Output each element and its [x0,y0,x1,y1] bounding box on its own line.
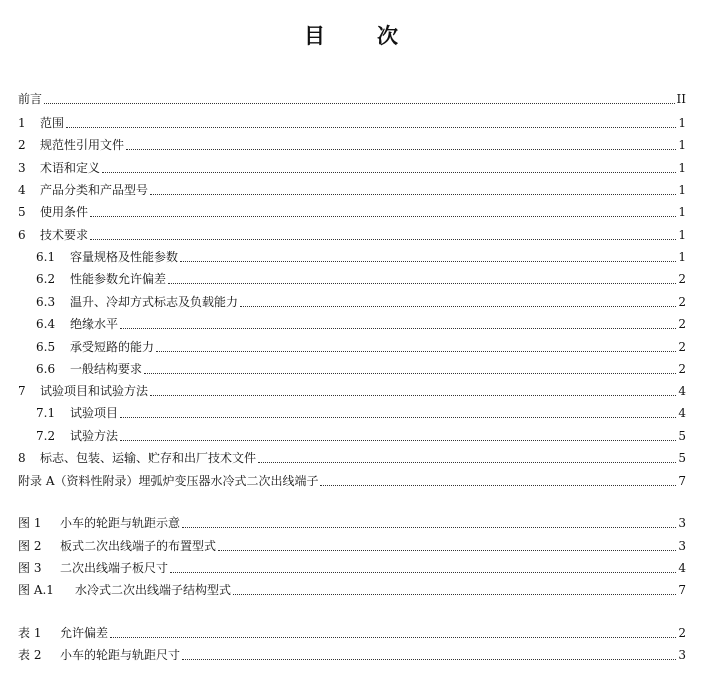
leader-dots [44,102,675,104]
toc-page: 5 [678,451,686,465]
toc-page: 1 [678,116,686,130]
toc-num: 6.1 [36,250,56,264]
toc-entry-2[interactable] [18,137,686,154]
toc-label: 规范性引用文件 [40,138,125,152]
leader-dots [218,549,676,551]
toc-label: 一般结构要求 [70,362,143,376]
figure-page: 7 [678,583,686,597]
toc-entry-6-4[interactable] [36,316,686,333]
figure-num: 图 A.1 [18,583,54,597]
leader-dots [90,215,676,217]
toc-page: 2 [678,295,686,309]
leader-dots [320,484,676,486]
toc-entry-8[interactable] [18,450,686,467]
leader-dots [182,526,676,528]
toc-num: 6.4 [36,317,56,331]
toc-num: 6.2 [36,272,56,286]
figure-label: 小车的轮距与轨距示意 [60,516,181,530]
toc-label: 绝缘水平 [70,317,119,331]
figure-entry-3[interactable] [18,560,686,577]
toc-label: 技术要求 [40,228,89,242]
toc-entry-1[interactable] [18,115,686,132]
leader-dots [144,372,676,374]
table-label: 允许偏差 [60,626,109,640]
toc-entry-7-2[interactable] [36,428,686,445]
toc-num: 3 [18,161,26,175]
figure-num: 图 1 [18,516,42,530]
toc-label: 承受短路的能力 [70,340,155,354]
leader-dots [180,260,676,262]
toc-label: 产品分类和产品型号 [40,183,149,197]
toc-num: 6.3 [36,295,56,309]
toc-label: 性能参数允许偏差 [70,272,167,286]
leader-dots [182,658,676,660]
table-num: 表 2 [18,648,42,662]
toc-num: 6.5 [36,340,56,354]
toc-page: 1 [678,138,686,152]
toc-page: 4 [678,406,686,420]
toc-page: 4 [678,384,686,398]
figure-label: 二次出线端子板尺寸 [60,561,169,575]
toc-label: 附录 A（资料性附录）埋弧炉变压器水冷式二次出线端子 [18,474,319,488]
toc-page: 2 [678,317,686,331]
table-num: 表 1 [18,626,42,640]
toc-num: 2 [18,138,26,152]
toc-page: 2 [678,272,686,286]
figure-page: 3 [678,539,686,553]
toc-label: 前言 [18,92,43,106]
toc-label: 温升、冷却方式标志及负载能力 [70,295,239,309]
toc-label: 试验项目和试验方法 [40,384,149,398]
toc-entry-appendix-a[interactable] [18,473,686,490]
leader-dots [240,305,676,307]
toc-entry-6-6[interactable] [36,361,686,378]
leader-dots [233,593,676,595]
leader-dots [170,571,676,573]
toc-label: 术语和定义 [40,161,101,175]
toc-num: 6 [18,228,26,242]
leader-dots [102,171,676,173]
leader-dots [110,636,676,638]
toc-page: 2 [678,362,686,376]
toc-num: 7.2 [36,429,56,443]
toc-entry-6-5[interactable] [36,339,686,356]
figure-entry-a1[interactable] [18,582,686,599]
toc-label: 试验项目 [70,406,119,420]
table-page: 3 [678,648,686,662]
title-char-2: 次 [377,23,398,48]
toc-num: 7.1 [36,406,56,420]
toc-entry-6-3[interactable] [36,294,686,311]
table-entry-2[interactable] [18,647,686,664]
toc-num: 7 [18,384,26,398]
leader-dots [90,238,676,240]
toc-label: 范围 [40,116,65,130]
table-entry-1[interactable] [18,625,686,642]
toc-label: 标志、包装、运输、贮存和出厂技术文件 [40,451,257,465]
figure-entry-1[interactable] [18,515,686,532]
toc-label: 容量规格及性能参数 [70,250,179,264]
toc-num: 1 [18,116,26,130]
figure-num: 图 2 [18,539,42,553]
leader-dots [120,327,676,329]
leader-dots [120,416,676,418]
toc-num: 5 [18,205,26,219]
toc-page: 1 [678,228,686,242]
toc-entry-5[interactable] [18,204,686,221]
leader-dots [66,126,676,128]
toc-num: 4 [18,183,26,197]
toc-page: 7 [678,474,686,488]
toc-page: II [676,92,686,106]
figure-entry-2[interactable] [18,538,686,555]
leader-dots [258,461,676,463]
title-char-1: 目 [304,23,325,48]
toc-entry-7[interactable] [18,383,686,400]
toc-entry-7-1[interactable] [36,405,686,422]
toc-page: 2 [678,340,686,354]
toc-page: 5 [678,429,686,443]
toc-entry-6-1[interactable] [36,249,686,266]
toc-entry-foreword[interactable] [18,91,686,108]
leader-dots [120,439,676,441]
leader-dots [126,148,676,150]
leader-dots [156,350,676,352]
toc-page: 1 [678,183,686,197]
toc-entry-3[interactable] [18,160,686,177]
leader-dots [150,193,676,195]
figure-num: 图 3 [18,561,42,575]
toc-entry-4[interactable] [18,182,686,199]
figure-page: 4 [678,561,686,575]
toc-page: 1 [678,205,686,219]
toc-page: 1 [678,250,686,264]
figure-label: 水冷式二次出线端子结构型式 [75,583,232,597]
page-title [0,20,702,50]
toc-entry-6[interactable] [18,227,686,244]
toc-label: 使用条件 [40,205,89,219]
table-label: 小车的轮距与轨距尺寸 [60,648,181,662]
toc-num: 8 [18,451,26,465]
leader-dots [150,394,676,396]
figure-label: 板式二次出线端子的布置型式 [60,539,217,553]
leader-dots [168,282,676,284]
toc-label: 试验方法 [70,429,119,443]
toc-entry-6-2[interactable] [36,271,686,288]
table-page: 2 [678,626,686,640]
toc-page: 1 [678,161,686,175]
toc-num: 6.6 [36,362,56,376]
figure-page: 3 [678,516,686,530]
